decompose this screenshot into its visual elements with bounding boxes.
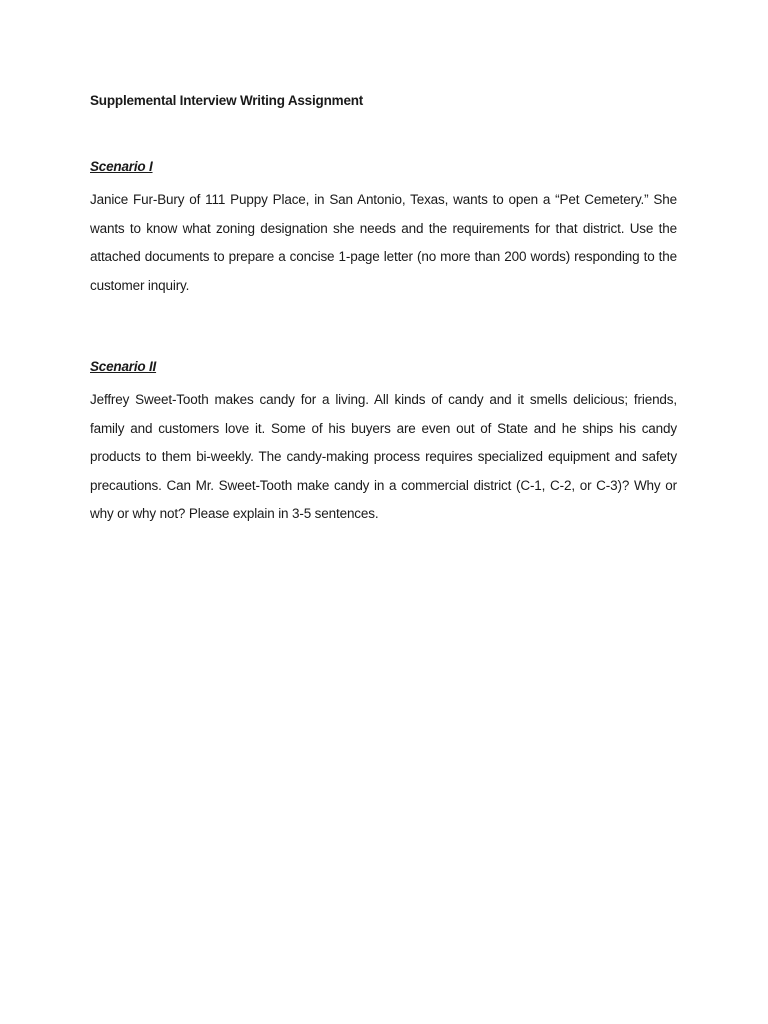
scenario-2-heading: Scenario II: [90, 359, 157, 374]
document-title: Supplemental Interview Writing Assignment: [90, 93, 364, 108]
scenario-2-body: Jeffrey Sweet-Tooth makes candy for a living. All kinds of candy and it smells delicious; friends, family and customers love it. Some of his buyers are even out of State and he ships his candy products to them bi-weekly. The candy-making process requires specialized equipment and safety precautions. Can Mr. Sweet-Tooth make candy in a commercial district (C-1, C-2, or C-3)? Why or why or why not? Please explain in 3-5 sentences.: [90, 392, 677, 521]
scenario-1-body: Janice Fur-Bury of 111 Puppy Place, in San Antonio, Texas, wants to open a “Pet Cemetery.” She wants to know what zoning designation she needs and the requirements for that district. Use the attached documents to prepare a concise 1-page letter (no more than 200 words) responding to the customer inquiry.: [90, 192, 677, 293]
scenario-1-heading: Scenario I: [90, 159, 153, 174]
